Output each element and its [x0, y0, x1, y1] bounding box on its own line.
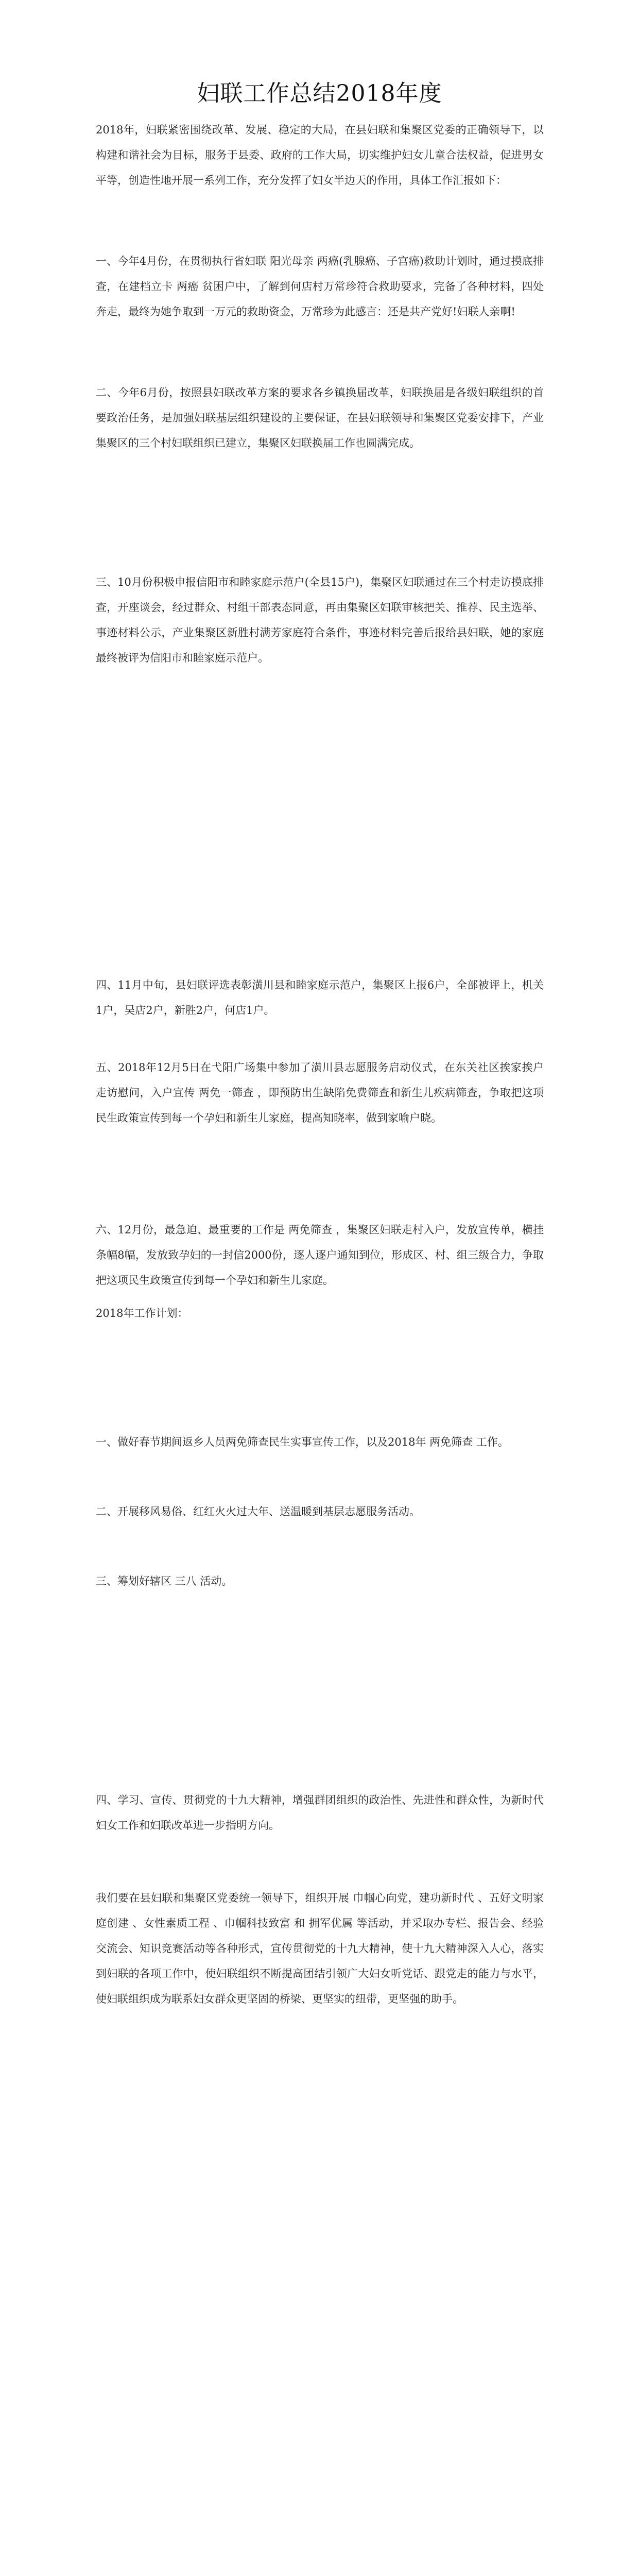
- plan-item-1: 一、做好春节期间返乡人员两免筛查民生实事宣传工作，以及2018年 两免筛查 工作。: [96, 1436, 509, 1448]
- summary-item-3: 三、10月份积极申报信阳市和睦家庭示范户(全县15户)，集聚区妇联通过在三个村走访摸底排查，开座谈会，经过群众、村组干部表态同意，再由集聚区妇联审核把关、推荐、民主选举、事迹材料公示，产业集聚区新胜村满芳家庭符合条件，事迹材料完善后报给县妇联，她的家庭最终被评为信阳市和睦家庭示范户。: [96, 576, 544, 664]
- summary-item-1: 一、今年4月份，在贯彻执行省妇联 阳光母亲 两癌(乳腺癌、子宫癌)救助计划时，通过摸底排查，在建档立卡 两癌 贫困户中，了解到何店村万常珍符合救助要求，完备了各种材料，四处奔走，最终为她争取到一万元的救助资金，万常珍为此感言：还是共产党好!妇联人亲啊!: [96, 255, 544, 318]
- summary-item-2: 二、今年6月份，按照县妇联改革方案的要求各乡镇换届改革，妇联换届是各级妇联组织的首要政治任务，是加强妇联基层组织建设的主要保证，在县妇联领导和集聚区党委安排下，产业集聚区的三个村妇联组织已建立，集聚区妇联换届工作也圆满完成。: [96, 386, 544, 449]
- summary-item-4: 四、11月中旬，县妇联评选表彰潢川县和睦家庭示范户，集聚区上报6户，全部被评上，机关1户，吴店2户，新胜2户，何店1户。: [96, 979, 544, 1016]
- summary-item-6: 六、12月份，最急迫、最重要的工作是 两免筛查 ，集聚区妇联走村入户，发放宣传单，横挂条幅8幅，发放致孕妇的一封信2000份，逐人逐户通知到位，形成区、村、组三级合力，争取把这项民生政策宣传到每一个孕妇和新生儿家庭。: [96, 1224, 544, 1286]
- intro-paragraph: 2018年，妇联紧密围绕改革、发展、稳定的大局，在县妇联和集聚区党委的正确领导下，以构建和谐社会为目标，服务于县委、政府的工作大局，切实维护妇女儿童合法权益，促进男女平等，创造性地开展一系列工作，充分发挥了妇女半边天的作用，具体工作汇报如下：: [96, 124, 544, 187]
- summary-item-5: 五、2018年12月5日在弋阳广场集中参加了潢川县志愿服务启动仪式，在东关社区挨家挨户走访慰问，入户宣传 两免一筛查 ，即预防出生缺陷免费筛查和新生儿疾病筛查，争取把这项民生政策宣传到每一个孕妇和新生儿家庭，提高知晓率，做到家喻户晓。: [96, 1061, 544, 1124]
- document-title: 妇联工作总结2018年度: [197, 80, 442, 107]
- plan-heading: 2018年工作计划：: [96, 1307, 188, 1319]
- closing-paragraph: 我们要在县妇联和集聚区党委统一领导下，组织开展 巾帼心向党，建功新时代 、五好文明家庭创建 、女性素质工程 、巾帼科技致富 和 拥军优属 等活动，并采取办专栏、报告会、经验交流会、知识竞赛活动等各种形式，宣传贯彻党的十九大精神，使十九大精神深入人心，落实到妇联的各项工作中，使妇联组织不断提高团结引领广大妇女听党话、跟党走的能力与水平，使妇联组织成为联系妇女群众更坚固的桥梁、更坚实的纽带，更坚强的助手。: [96, 1892, 544, 2005]
- plan-item-2: 二、开展移风易俗、红红火火过大年、送温暖到基层志愿服务活动。: [96, 1505, 420, 1518]
- plan-item-3: 三、筹划好辖区 三八 活动。: [96, 1575, 233, 1587]
- plan-item-4: 四、学习、宣传、贯彻党的十九大精神，增强群团组织的政治性、先进性和群众性，为新时代妇女工作和妇联改革进一步指明方向。: [96, 1794, 544, 1832]
